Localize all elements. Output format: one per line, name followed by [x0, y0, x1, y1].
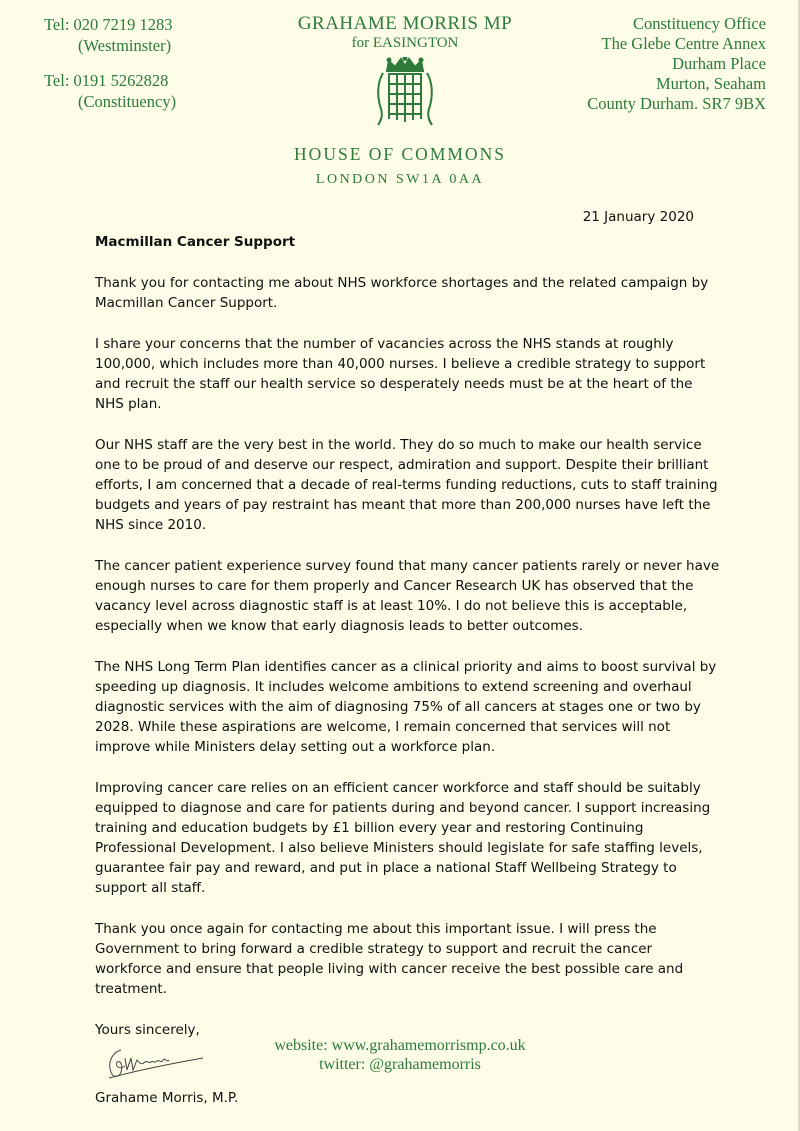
letterhead-constituency-office	[587, 14, 766, 114]
letter-paragraph: Our NHS staff are the very best in the world. They do so much to make our health service one to be proud of and deserve our respect, admiration and support. Despite their brilliant efforts, I am concerned that a decade of real-terms funding reductions, cuts to staff training budgets and years of pay restraint has meant that more than 200,000 nurses have left the NHS since 2010.	[95, 437, 718, 533]
letter-paragraph: I share your concerns that the number of vacancies across the NHS stands at roughly 100,000, which includes more than 40,000 nurses. I believe a credible strategy to support and recruit the staff our health service so desperately needs must be at the heart of the NHS plan.	[95, 336, 706, 412]
letterhead-contact-phones	[44, 14, 176, 112]
letter-paragraph: Thank you once again for contacting me about this important issue. I will press the Government to bring forward a credible strategy to support and recruit the cancer workforce and ensure that people living with cancer receive the best possible care and treatment.	[95, 921, 684, 997]
letter-paragraph: The NHS Long Term Plan identifies cancer as a clinical priority and aims to boost survival by speeding up diagnosis. It includes welcome ambitions to extend screening and overhaul diagnostic services with the aim of diagnosing 75% of all cancers at stages one or two by 2028. While these aspirations are welcome, I remain concerned that services will not improve while Ministers delay setting out a workforce plan.	[95, 659, 717, 755]
office-line-5: County Durham. SR7 9BX	[587, 94, 766, 113]
letter-salutation: Macmillan Cancer Support	[95, 234, 296, 250]
letter-signoff: Yours sincerely,	[95, 1022, 200, 1038]
westminster-phone: Tel: 020 7219 1283	[44, 15, 173, 34]
office-line-4: Murton, Seaham	[656, 74, 766, 93]
letter-date: 21 January 2020	[582, 209, 694, 225]
house-of-commons-heading: HOUSE OF COMMONS	[294, 144, 506, 164]
mp-constituency: for EASINGTON	[351, 35, 459, 51]
office-line-3: Durham Place	[672, 54, 766, 73]
website-link[interactable]: website: www.grahamemorrismp.co.uk	[274, 1037, 526, 1054]
westminster-phone-note: (Westminster)	[78, 36, 172, 55]
letter-paragraph: Improving cancer care relies on an efficient cancer workforce and staff should be suitably equipped to diagnose and care for patients during and beyond cancer. I support increasing training and education budgets by £1 billion every year and restoring Continuing Professional Development. I also believe Ministers should legislate for safe staffing levels, guarantee fair pay and reward, and put in place a national Staff Wellbeing Strategy to support all staff.	[95, 780, 711, 896]
letterhead-mp-block	[255, 12, 555, 127]
signatory-name: Grahame Morris, M.P.	[95, 1090, 239, 1106]
letter-footer	[0, 1036, 800, 1074]
letter-paragraph: The cancer patient experience survey found that many cancer patients rarely or never have enough nurses to care for them properly and Cancer Research UK has observed that the vacancy level across diagnostic staff is at least 10%. I do not believe this is acceptable, especially when we know that early diagnosis leads to better outcomes.	[95, 558, 720, 634]
office-line-1: Constituency Office	[632, 14, 766, 33]
portcullis-icon	[375, 57, 435, 127]
letter-paragraph: Thank you for contacting me about NHS workforce shortages and the related campaign by Macmillan Cancer Support.	[95, 275, 709, 311]
constituency-phone-note: (Constituency)	[78, 92, 177, 111]
mp-name: GRAHAME MORRIS MP	[297, 13, 513, 34]
twitter-handle[interactable]: twitter: @grahamemorris	[319, 1056, 481, 1073]
constituency-phone: Tel: 0191 5262828	[44, 71, 169, 90]
house-of-commons-address: LONDON SW1A 0AA	[315, 172, 485, 187]
office-line-2: The Glebe Centre Annex	[601, 34, 766, 53]
letter-body	[95, 232, 720, 1108]
